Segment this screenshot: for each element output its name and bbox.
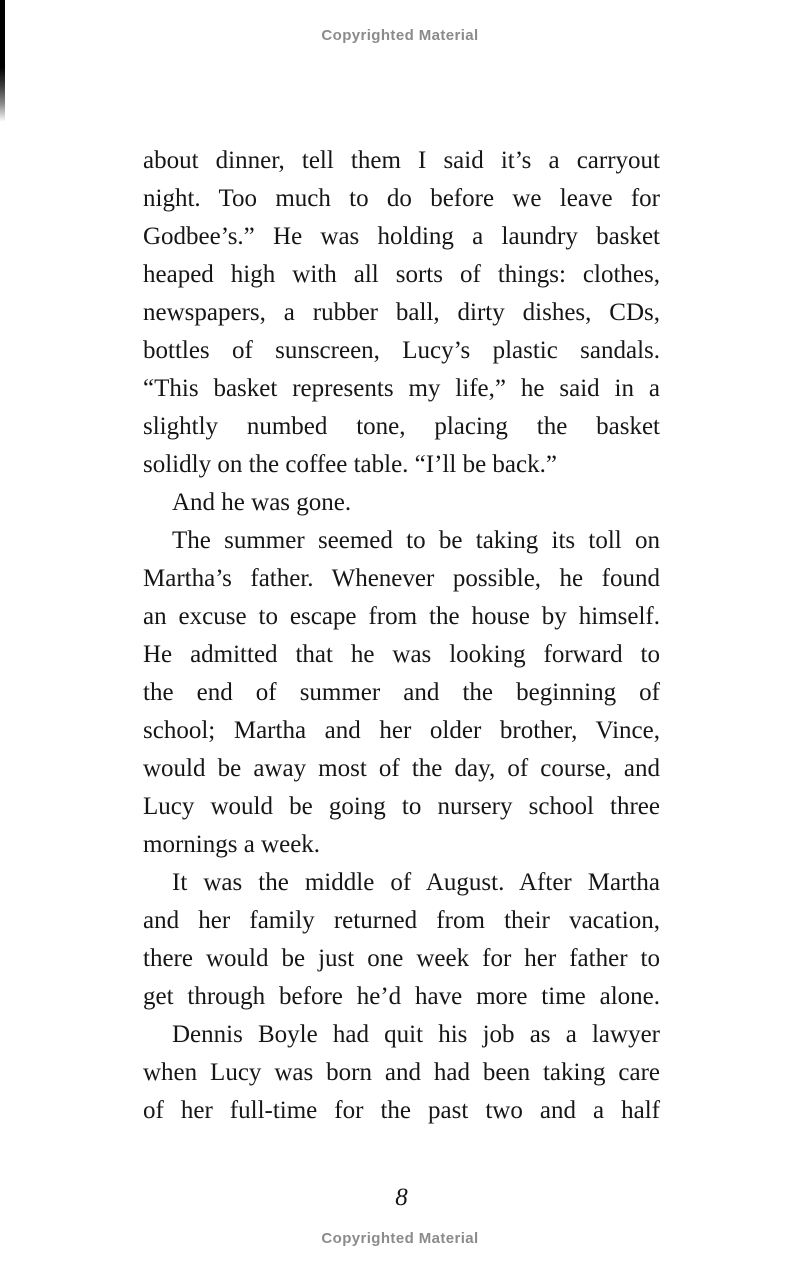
text-line: Godbee’s.” He was holding a laundry basket — [143, 223, 660, 250]
text-line: heaped high with all sorts of things: clothes, — [143, 261, 660, 288]
text-line: school; Martha and her older brother, Vince, — [143, 717, 660, 744]
text-line: bottles of sunscreen, Lucy’s plastic sandals. — [143, 337, 660, 364]
scan-edge-artifact — [0, 0, 5, 122]
text-line: get through before he’d have more time alone. — [143, 983, 660, 1010]
text-line: Martha’s father. Whenever possible, he found — [143, 565, 660, 592]
body-text — [143, 142, 660, 1130]
text-line: night. Too much to do before we leave for — [143, 185, 660, 212]
text-line: It was the middle of August. After Martha — [172, 869, 660, 896]
text-line: The summer seemed to be taking its toll on — [172, 527, 660, 554]
copyright-notice-top: Copyrighted Material — [321, 27, 479, 44]
text-line: would be away most of the day, of course, and — [143, 755, 660, 782]
text-line: Dennis Boyle had quit his job as a lawyer — [172, 1021, 660, 1048]
text-line: slightly numbed tone, placing the basket — [143, 413, 660, 440]
text-line: of her full-time for the past two and a half — [143, 1097, 660, 1124]
text-line: “This basket represents my life,” he said in a — [143, 375, 660, 402]
copyright-notice-bottom: Copyrighted Material — [321, 1230, 479, 1247]
text-line: there would be just one week for her father to — [143, 945, 660, 972]
text-line: And he was gone. — [172, 489, 352, 516]
text-line: He admitted that he was looking forward to — [143, 641, 660, 668]
text-line: newspapers, a rubber ball, dirty dishes, CDs, — [143, 299, 660, 326]
text-line: the end of summer and the beginning of — [143, 679, 660, 706]
text-line: and her family returned from their vacation, — [143, 907, 660, 934]
text-line: an excuse to escape from the house by himself. — [143, 603, 660, 630]
text-line: about dinner, tell them I said it’s a carryout — [143, 147, 660, 174]
text-line: mornings a week. — [143, 831, 321, 858]
text-line: Lucy would be going to nursery school three — [143, 793, 660, 820]
page-number: 8 — [395, 1184, 408, 1211]
text-line: when Lucy was born and had been taking care — [143, 1059, 660, 1086]
text-line: solidly on the coffee table. “I’ll be back.” — [143, 451, 557, 478]
